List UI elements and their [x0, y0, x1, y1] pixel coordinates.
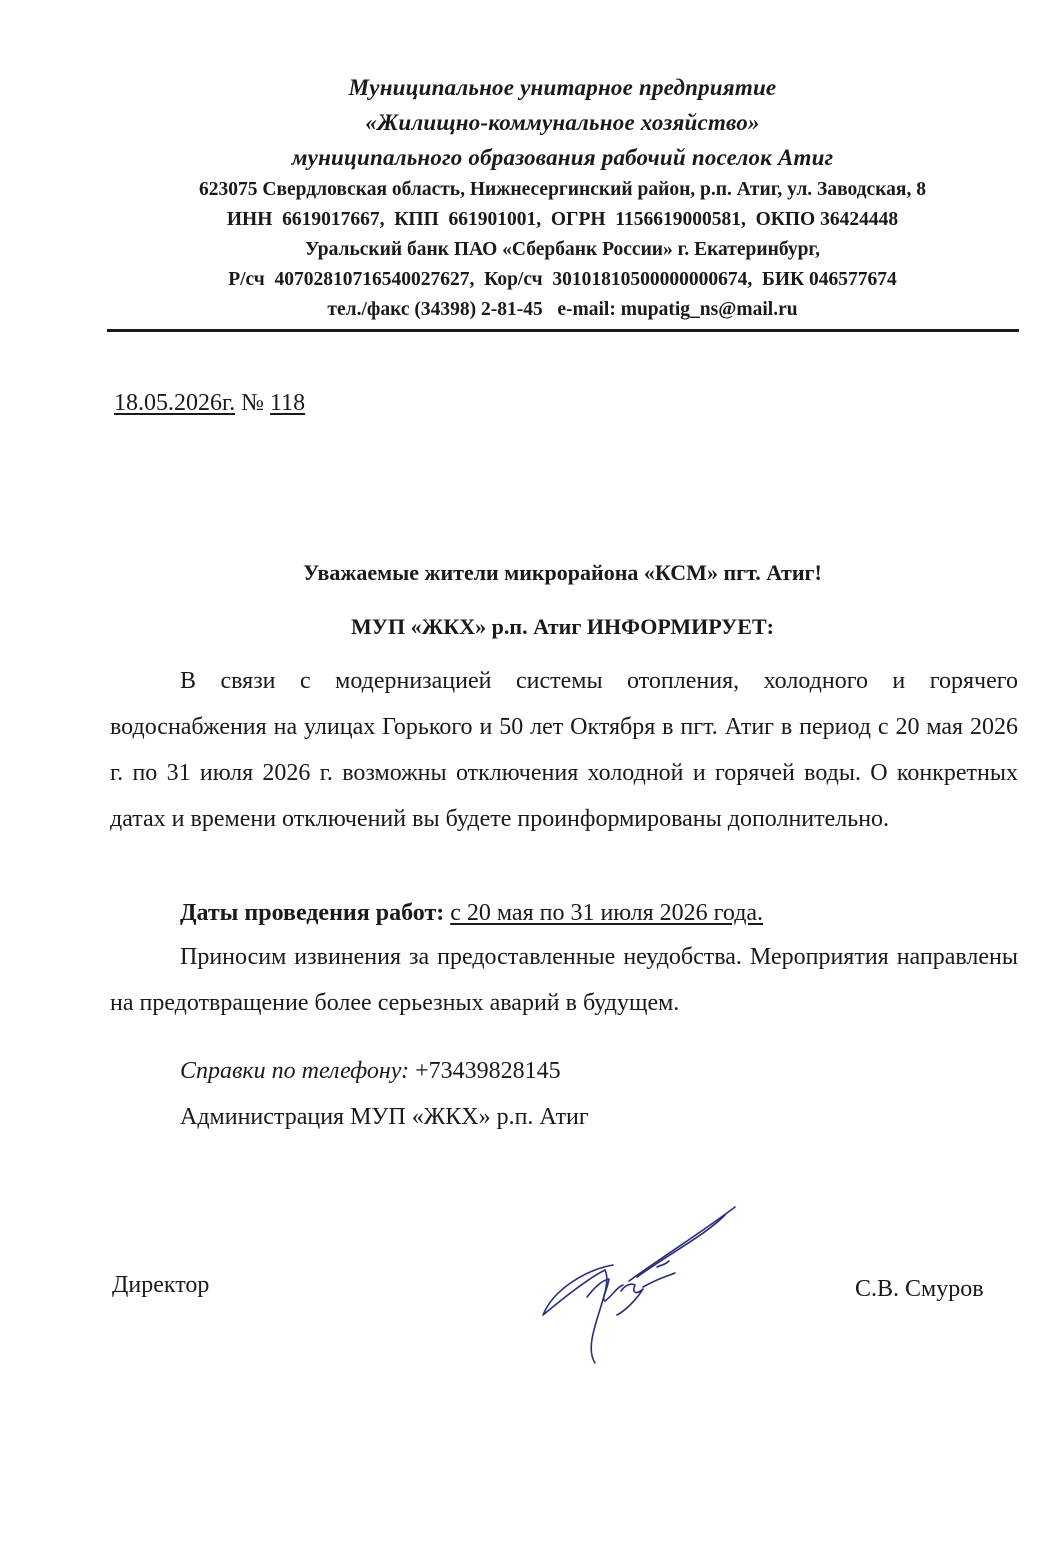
number-sign: №	[241, 390, 265, 416]
org-address: 623075 Свердловская область, Нижнесергинский район, р.п. Атиг, ул. Заводская, 8	[199, 179, 926, 200]
outgoing-reference	[114, 388, 305, 418]
paragraph-3-text: Приносим извинения за предоставленные неудобства. Мероприятия направлены на предотвращение более серьезных аварий в будущем.	[110, 944, 1018, 1016]
work-dates-value: с 20 мая по 31 июля 2026 года.	[450, 900, 764, 926]
work-dates	[180, 890, 763, 936]
administration-line: Администрация МУП «ЖКХ» р.п. Атиг	[180, 1104, 589, 1130]
letterhead	[100, 70, 1025, 325]
org-accounts: Р/сч 40702810716540027627, Кор/сч 30101810500000000674, БИК 046577674	[228, 269, 897, 290]
org-name-line-1: Муниципальное унитарное предприятие	[348, 75, 777, 100]
org-ids: ИНН 6619017667, КПП 661901001, ОГРН 1156619000581, ОКПО 36424448	[226, 209, 899, 230]
notice-paragraph-1	[110, 658, 1018, 842]
org-name-line-2: «Жилищно-коммунальное хозяйство»	[365, 110, 760, 135]
signatory-name: С.В. Смуров	[855, 1276, 984, 1302]
outgoing-date: 18.05.2026г.	[114, 390, 236, 416]
paragraph-1-text: В связи с модернизацией системы отопления, холодного и горячего водоснабжения на улицах Горького и 50 лет Октября в пгт. Атиг в период с 20 мая 2026 г. по 31 июля 2026 г. возможны отключения холодной и горячей воды. О конкретных датах и времени отключений вы будете проинформированы дополнительно.	[110, 668, 1018, 832]
phone-label: Справки по телефону:	[180, 1058, 410, 1084]
org-contacts: тел./факс (34398) 2-81-45 e-mail: mupatig_ns@mail.ru	[327, 299, 798, 320]
org-bank: Уральский банк ПАО «Сбербанк России» г. Екатеринбург,	[305, 239, 820, 260]
notice-title: МУП «ЖКХ» р.п. Атиг ИНФОРМИРУЕТ:	[351, 614, 774, 639]
work-dates-label: Даты проведения работ:	[180, 900, 445, 926]
phone-reference	[180, 1048, 561, 1094]
notice-paragraph-3	[110, 934, 1018, 1026]
phone-number: +73439828145	[415, 1058, 561, 1084]
handwritten-signature	[525, 1195, 765, 1370]
signatory-role: Директор	[112, 1272, 210, 1298]
letterhead-divider	[107, 329, 1019, 332]
outgoing-number: 118	[270, 390, 306, 416]
org-name-line-3: муниципального образования рабочий поселок Атиг	[291, 145, 834, 170]
greeting: Уважаемые жители микрорайона «КСМ» пгт. Атиг!	[303, 560, 822, 585]
